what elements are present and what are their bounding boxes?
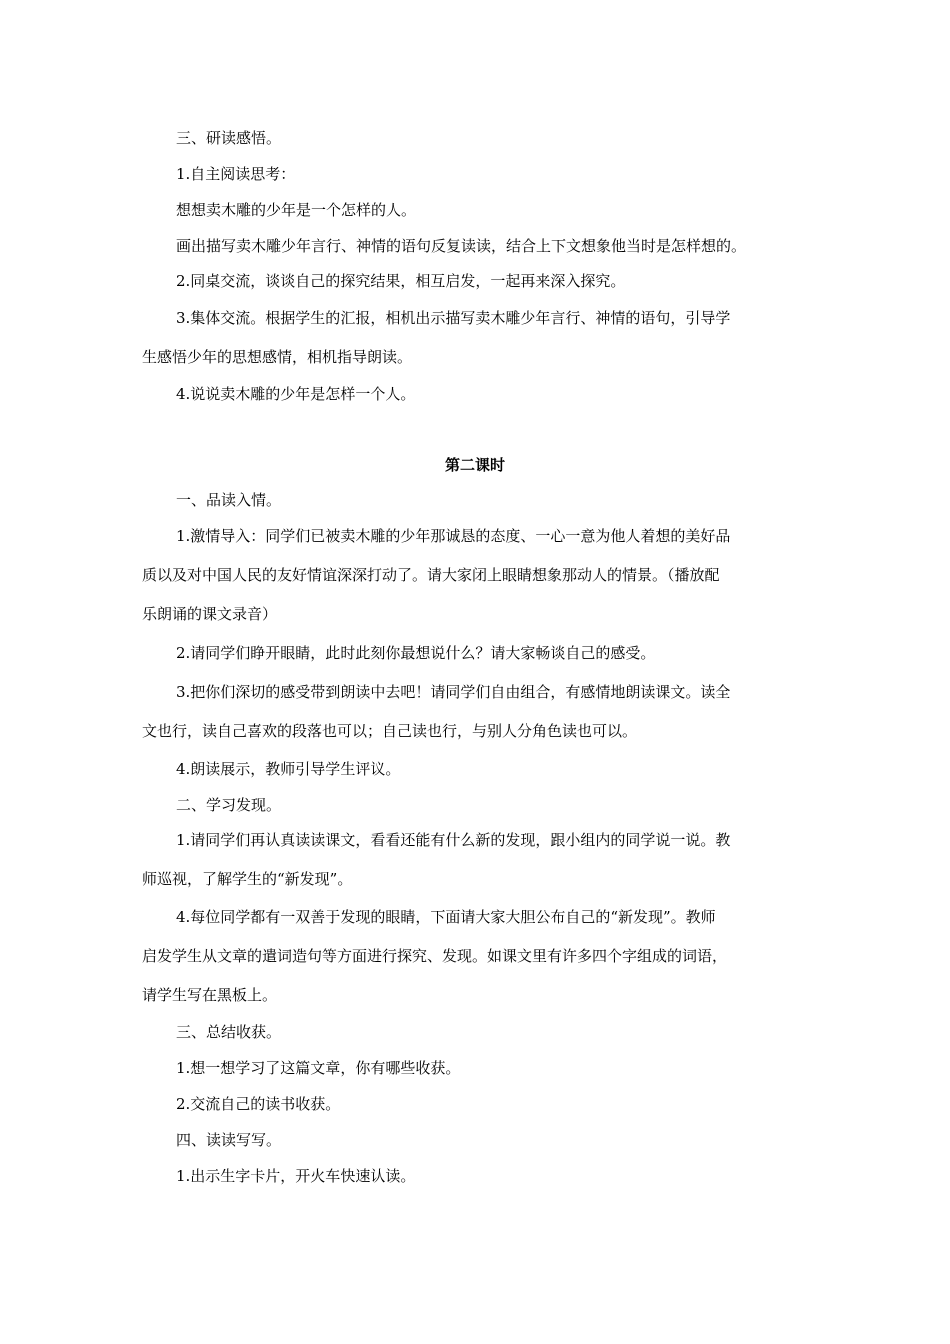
paragraph: 3.集体交流。根据学生的汇报，相机出示描写卖木雕少年言行、神情的语句，引导学 [176,309,731,327]
section-title: 二、学习发现。 [176,796,282,814]
paragraph: 想想卖木雕的少年是一个怎样的人。 [176,201,417,219]
paragraph-continuation: 启发学生从文章的遣词造句等方面进行探究、发现。如课文里有许多四个字组成的词语， [142,947,728,965]
section-title: 一、品读入情。 [176,491,282,509]
section-title: 四、读读写写。 [176,1131,282,1149]
paragraph: 1.激情导入：同学们已被卖木雕的少年那诚恳的态度、一心一意为他人着想的美好品 [176,527,731,545]
paragraph-continuation: 乐朗诵的课文录音） [142,605,278,623]
paragraph: 1.请同学们再认真读读课文，看看还能有什么新的发现，跟小组内的同学说一说。教 [176,831,731,849]
paragraph: 4.每位同学都有一双善于发现的眼睛，下面请大家大胆公布自己的“新发现”。教师 [176,908,716,926]
paragraph: 2.交流自己的读书收获。 [176,1095,341,1113]
paragraph: 画出描写卖木雕少年言行、神情的语句反复读读，结合上下文想象他当时是怎样想的。 [176,237,747,255]
paragraph-continuation: 质以及对中国人民的友好情谊深深打动了。请大家闭上眼睛想象那动人的情景。（播放配 [142,566,720,584]
paragraph: 2.请同学们睁开眼睛，此时此刻你最想说什么？请大家畅谈自己的感受。 [176,644,656,662]
section-title: 三、研读感悟。 [176,129,282,147]
paragraph-continuation: 文也行，读自己喜欢的段落也可以；自己读也行，与别人分角色读也可以。 [142,722,638,740]
paragraph: 1.自主阅读思考： [176,165,296,183]
paragraph-continuation: 生感悟少年的思想感情，相机指导朗读。 [142,348,413,366]
paragraph: 4.说说卖木雕的少年是怎样一个人。 [176,385,416,403]
section-title: 三、总结收获。 [176,1023,282,1041]
paragraph: 2.同桌交流，谈谈自己的探究结果，相互启发，一起再来深入探究。 [176,272,626,290]
paragraph: 1.出示生字卡片，开火车快速认读。 [176,1167,416,1185]
paragraph: 1.想一想学习了这篇文章，你有哪些收获。 [176,1059,461,1077]
paragraph-continuation: 师巡视，了解学生的“新发现”。 [142,870,353,888]
paragraph-continuation: 请学生写在黑板上。 [142,986,278,1004]
lesson-heading: 第二课时 [444,456,505,474]
paragraph: 3.把你们深切的感受带到朗读中去吧！请同学们自由组合，有感情地朗读课文。读全 [176,683,731,701]
paragraph: 4.朗读展示，教师引导学生评议。 [176,760,401,778]
